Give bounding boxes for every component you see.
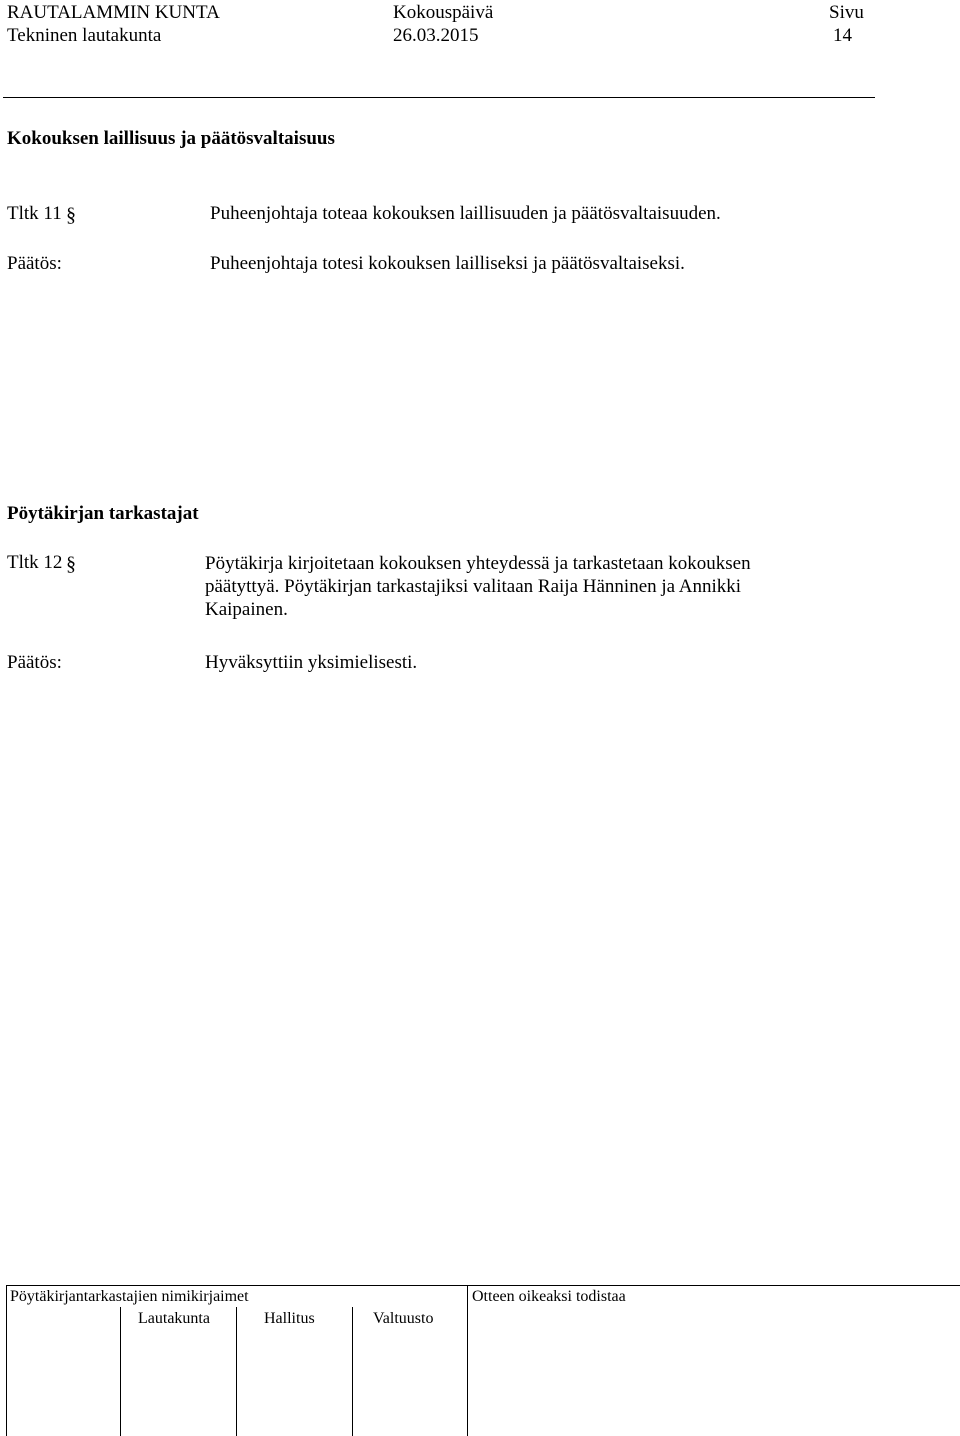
description-line: Kaipainen. (205, 599, 288, 620)
section-title: Kokouksen laillisuus ja päätösvaltaisuus (7, 128, 335, 149)
section-description: Puheenjohtaja toteaa kokouksen laillisuuden ja päätösvaltaisuuden. (210, 203, 721, 224)
initials-label: Pöytäkirjantarkastajien nimikirjaimet (10, 1288, 249, 1305)
footer-column-divider (120, 1307, 121, 1436)
footer-column-divider (236, 1307, 237, 1436)
section-id (7, 552, 78, 574)
section-id-text: Tltk 11 (7, 203, 62, 224)
column-hallitus: Hallitus (264, 1310, 315, 1327)
decision-label: Päätös: (7, 652, 62, 673)
municipality-name: RAUTALAMMIN KUNTA (7, 2, 220, 23)
meeting-date: 26.03.2015 (393, 25, 479, 46)
description-line: päätyttyä. Pöytäkirjan tarkastajiksi valitaan Raija Hänninen ja Annikki (205, 576, 742, 597)
page-label: Sivu (829, 2, 864, 23)
header-divider (3, 97, 875, 98)
column-valtuusto: Valtuusto (373, 1310, 434, 1327)
section-description (205, 552, 751, 621)
meeting-date-label: Kokouspäivä (393, 2, 494, 23)
footer-column-divider (352, 1307, 353, 1436)
footer-top-border (6, 1285, 960, 1286)
footer-left-border (6, 1285, 7, 1436)
footer-column-divider (467, 1285, 468, 1436)
page-number: 14 (833, 25, 852, 46)
column-lautakunta: Lautakunta (138, 1310, 210, 1327)
section-id (7, 203, 78, 225)
decision-text: Hyväksyttiin yksimielisesti. (205, 652, 418, 673)
committee-name: Tekninen lautakunta (7, 25, 162, 46)
section-sign-icon (66, 203, 78, 225)
description-line: Pöytäkirja kirjoitetaan kokouksen yhteydessä ja tarkastetaan kokouksen (205, 553, 751, 574)
decision-label: Päätös: (7, 253, 62, 274)
section-title: Pöytäkirjan tarkastajat (7, 503, 199, 524)
certified-label: Otteen oikeaksi todistaa (472, 1288, 626, 1305)
decision-text: Puheenjohtaja totesi kokouksen lailliseksi ja päätösvaltaiseksi. (210, 253, 685, 274)
section-id-text: Tltk 12 (7, 552, 63, 573)
section-sign-icon (66, 552, 78, 574)
svg-text:§: § (65, 204, 76, 225)
svg-text:§: § (66, 553, 77, 574)
